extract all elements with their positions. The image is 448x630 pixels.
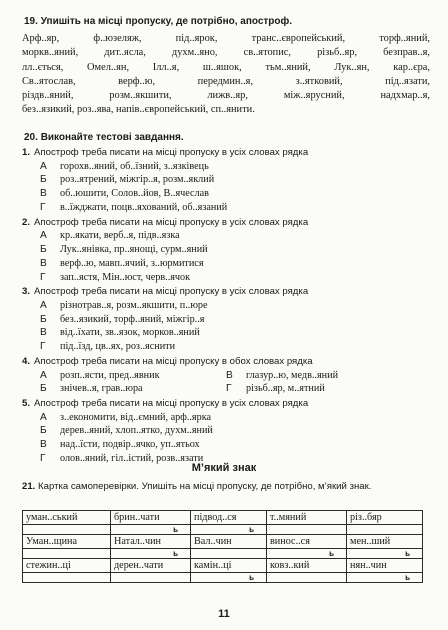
page-number: 11 bbox=[218, 608, 230, 620]
exercise-instruction: Упишіть на місці пропуску, де потрібно, апостроф. bbox=[40, 16, 293, 27]
word-line: лл..ється, Омел..ян, Ілл..я, ш..яшок, тьм..яний, Лук..ян, кар..єра, bbox=[22, 61, 430, 73]
option-letter: Г bbox=[40, 341, 46, 353]
card-word-row bbox=[23, 511, 423, 525]
option-text: роз..ятрений, міжгір..я, розм..яклий bbox=[60, 174, 215, 186]
test-question-5 bbox=[22, 397, 432, 466]
card-word-row bbox=[23, 559, 423, 573]
word-line: моркв..яний, дит..ясла, духм..яно, св..ятопис, різьб..яр, безправ..я, bbox=[22, 47, 430, 59]
answer-option bbox=[22, 340, 432, 354]
question-number: 3. bbox=[22, 286, 31, 298]
question-stem: Апостроф треба писати на місці пропуску в усіх словах рядка bbox=[34, 286, 309, 298]
word-line: Св..ятослав, верф..ю, передмин..я, з..ятковий, під..язати, bbox=[22, 75, 430, 87]
answer-cell bbox=[23, 525, 111, 535]
option-text: Лук..янівка, пр..янощі, сурм..яний bbox=[60, 243, 208, 255]
answer-cell: ь bbox=[111, 549, 191, 559]
option-text: зап..ястя, Мін..юст, черв..ячок bbox=[60, 271, 191, 283]
answer-option bbox=[22, 201, 432, 215]
card-word: брин..чати bbox=[111, 511, 191, 525]
card-word: різ..бяр bbox=[347, 511, 423, 525]
option-text: верф..ю, мавп..ячий, з..юрмитися bbox=[60, 257, 204, 269]
card-word: підвод..ся bbox=[191, 511, 267, 525]
answer-cell bbox=[23, 573, 111, 583]
exercise-20 bbox=[22, 130, 432, 466]
option-text: від..їхати, зв..язок, морков..яний bbox=[60, 327, 200, 339]
exercise-19 bbox=[22, 14, 430, 118]
option-text: об..юшити, Солов..йов, В..ячеслав bbox=[60, 188, 209, 200]
option-text: під..їзд, цв..ях, роз..яснити bbox=[60, 341, 176, 353]
option-letter: Г bbox=[40, 453, 46, 465]
answer-cell bbox=[191, 549, 267, 559]
option-letter: Б bbox=[40, 174, 47, 186]
option-letter: Б bbox=[40, 243, 47, 255]
question-stem: Апостроф треба писати на місці пропуску в обох словах рядка bbox=[34, 356, 313, 368]
card-word: стежин..ці bbox=[23, 559, 111, 573]
answer-option bbox=[22, 271, 432, 285]
card-answer-row bbox=[23, 549, 423, 559]
option-letter: Г bbox=[40, 271, 46, 283]
exercise-instruction: Виконайте тестові завдання. bbox=[40, 132, 184, 143]
exercise-19-title bbox=[22, 14, 430, 29]
option-letter: А bbox=[40, 230, 47, 242]
option-text: знічев..я, грав..юра bbox=[60, 383, 143, 395]
card-word: т..мяний bbox=[267, 511, 347, 525]
question-stem: Апостроф треба писати на місці пропуску в усіх словах рядка bbox=[34, 398, 309, 410]
answer-option bbox=[226, 369, 426, 383]
exercise-20-title bbox=[22, 130, 432, 145]
two-column-options bbox=[22, 369, 432, 397]
card-word: нян..чин bbox=[347, 559, 423, 573]
answer-cell bbox=[23, 549, 111, 559]
card-word: уман..ський bbox=[23, 511, 111, 525]
card-word: винос..ся bbox=[267, 535, 347, 549]
option-letter: Г bbox=[40, 201, 46, 213]
answer-cell bbox=[267, 573, 347, 583]
answer-cell: ь bbox=[347, 549, 423, 559]
answer-option bbox=[22, 229, 432, 243]
answer-option bbox=[22, 424, 432, 438]
answer-cell bbox=[347, 525, 423, 535]
exercise-19-words bbox=[22, 32, 430, 118]
option-letter: В bbox=[40, 257, 47, 269]
option-letter: В bbox=[40, 327, 47, 339]
option-text: різнотрав..я, розм..якшити, п..юре bbox=[60, 299, 208, 311]
answer-cell bbox=[267, 525, 347, 535]
card-word: мен..ший bbox=[347, 535, 423, 549]
answer-option bbox=[40, 382, 226, 396]
answer-option bbox=[226, 382, 426, 396]
option-letter: А bbox=[40, 299, 47, 311]
question-stem: Апостроф треба писати на місці пропуску в усіх словах рядка bbox=[34, 147, 309, 158]
answer-option bbox=[22, 243, 432, 257]
test-question-4 bbox=[22, 355, 432, 396]
answer-option bbox=[22, 411, 432, 425]
answer-option bbox=[22, 438, 432, 452]
card-word: Натал..чин bbox=[111, 535, 191, 549]
option-letter: А bbox=[40, 160, 47, 172]
answer-option bbox=[22, 299, 432, 313]
test-question-1 bbox=[22, 146, 432, 215]
answer-option bbox=[22, 160, 432, 174]
question-number: 4. bbox=[22, 356, 31, 368]
answer-option bbox=[22, 326, 432, 340]
option-text: з..економити, від..ємний, арф..ярка bbox=[60, 411, 212, 423]
card-word: ковз..кий bbox=[267, 559, 347, 573]
card-word: Вал..чин bbox=[191, 535, 267, 549]
card-word: дерен..чати bbox=[111, 559, 191, 573]
answer-option bbox=[22, 173, 432, 187]
self-check-card bbox=[22, 510, 423, 583]
option-text: без..язикий, торф..яний, міжгір..я bbox=[60, 313, 205, 325]
option-text: горохв..яний, об..їзний, з..язківець bbox=[60, 160, 209, 172]
answer-cell bbox=[111, 573, 191, 583]
exercise-number: 20. bbox=[24, 132, 38, 143]
exercise-21-title bbox=[22, 480, 432, 493]
word-line: без..язикий, роз..ява, напів..європейський, сп..янити. bbox=[22, 104, 255, 116]
test-question-3 bbox=[22, 285, 432, 354]
option-text: глазур..ю, медв..яний bbox=[246, 369, 339, 381]
answer-cell: ь bbox=[111, 525, 191, 535]
card-word-row bbox=[23, 535, 423, 549]
option-letter: А bbox=[40, 369, 47, 381]
option-letter: В bbox=[40, 439, 47, 451]
option-letter: В bbox=[40, 188, 47, 200]
card-answer-row bbox=[23, 573, 423, 583]
option-letter: Б bbox=[40, 383, 47, 395]
section-title: М’який знак bbox=[191, 462, 257, 474]
option-text: олов..яний, гіл..істий, розв..язати bbox=[60, 453, 204, 465]
exercise-instruction: Картка самоперевірки. Упишіть на місці пропуску, де потрібно, м’який знак. bbox=[38, 481, 372, 492]
option-text: різьб..яр, м..ятний bbox=[246, 383, 325, 395]
answer-option bbox=[22, 257, 432, 271]
option-letter: Б bbox=[40, 425, 47, 437]
answer-option bbox=[22, 187, 432, 201]
option-letter: В bbox=[226, 369, 233, 381]
answer-option bbox=[40, 369, 226, 383]
option-text: дерев..яний, хлоп..ятко, духм..яний bbox=[60, 425, 213, 437]
answer-cell: ь bbox=[191, 525, 267, 535]
answer-cell: ь bbox=[347, 573, 423, 583]
exercise-number: 19. bbox=[24, 16, 38, 27]
option-text: розп..ясти, пред..явник bbox=[60, 369, 160, 381]
question-stem: Апостроф треба писати на місці пропуску в усіх словах рядка bbox=[34, 216, 309, 228]
card-word: камін..ці bbox=[191, 559, 267, 573]
card-answer-row bbox=[23, 525, 423, 535]
test-question-2 bbox=[22, 216, 432, 285]
exercise-number: 21. bbox=[22, 481, 36, 492]
option-text: кр..якати, верб..я, підв..язка bbox=[60, 230, 180, 242]
card-word: Уман..щина bbox=[23, 535, 111, 549]
option-letter: А bbox=[40, 411, 47, 423]
option-text: над..їсти, подвір..ячко, уп..ятьох bbox=[60, 439, 200, 451]
question-number: 5. bbox=[22, 398, 31, 410]
option-letter: Г bbox=[226, 383, 232, 395]
question-number: 2. bbox=[22, 216, 31, 228]
word-line: різдв..яний, розм..якшити, лижв..яр, між..ярусний, надхмар..я, bbox=[22, 90, 430, 102]
option-text: в..їжджати, поцв..яхований, об..язаний bbox=[60, 201, 228, 213]
answer-cell: ь bbox=[267, 549, 347, 559]
option-letter: Б bbox=[40, 313, 47, 325]
word-line: Арф..яр, ф..юзеляж, під..ярок, транс..європейський, торф..яний, bbox=[22, 33, 430, 44]
answer-option bbox=[22, 313, 432, 327]
question-number: 1. bbox=[22, 147, 31, 158]
answer-cell: ь bbox=[191, 573, 267, 583]
